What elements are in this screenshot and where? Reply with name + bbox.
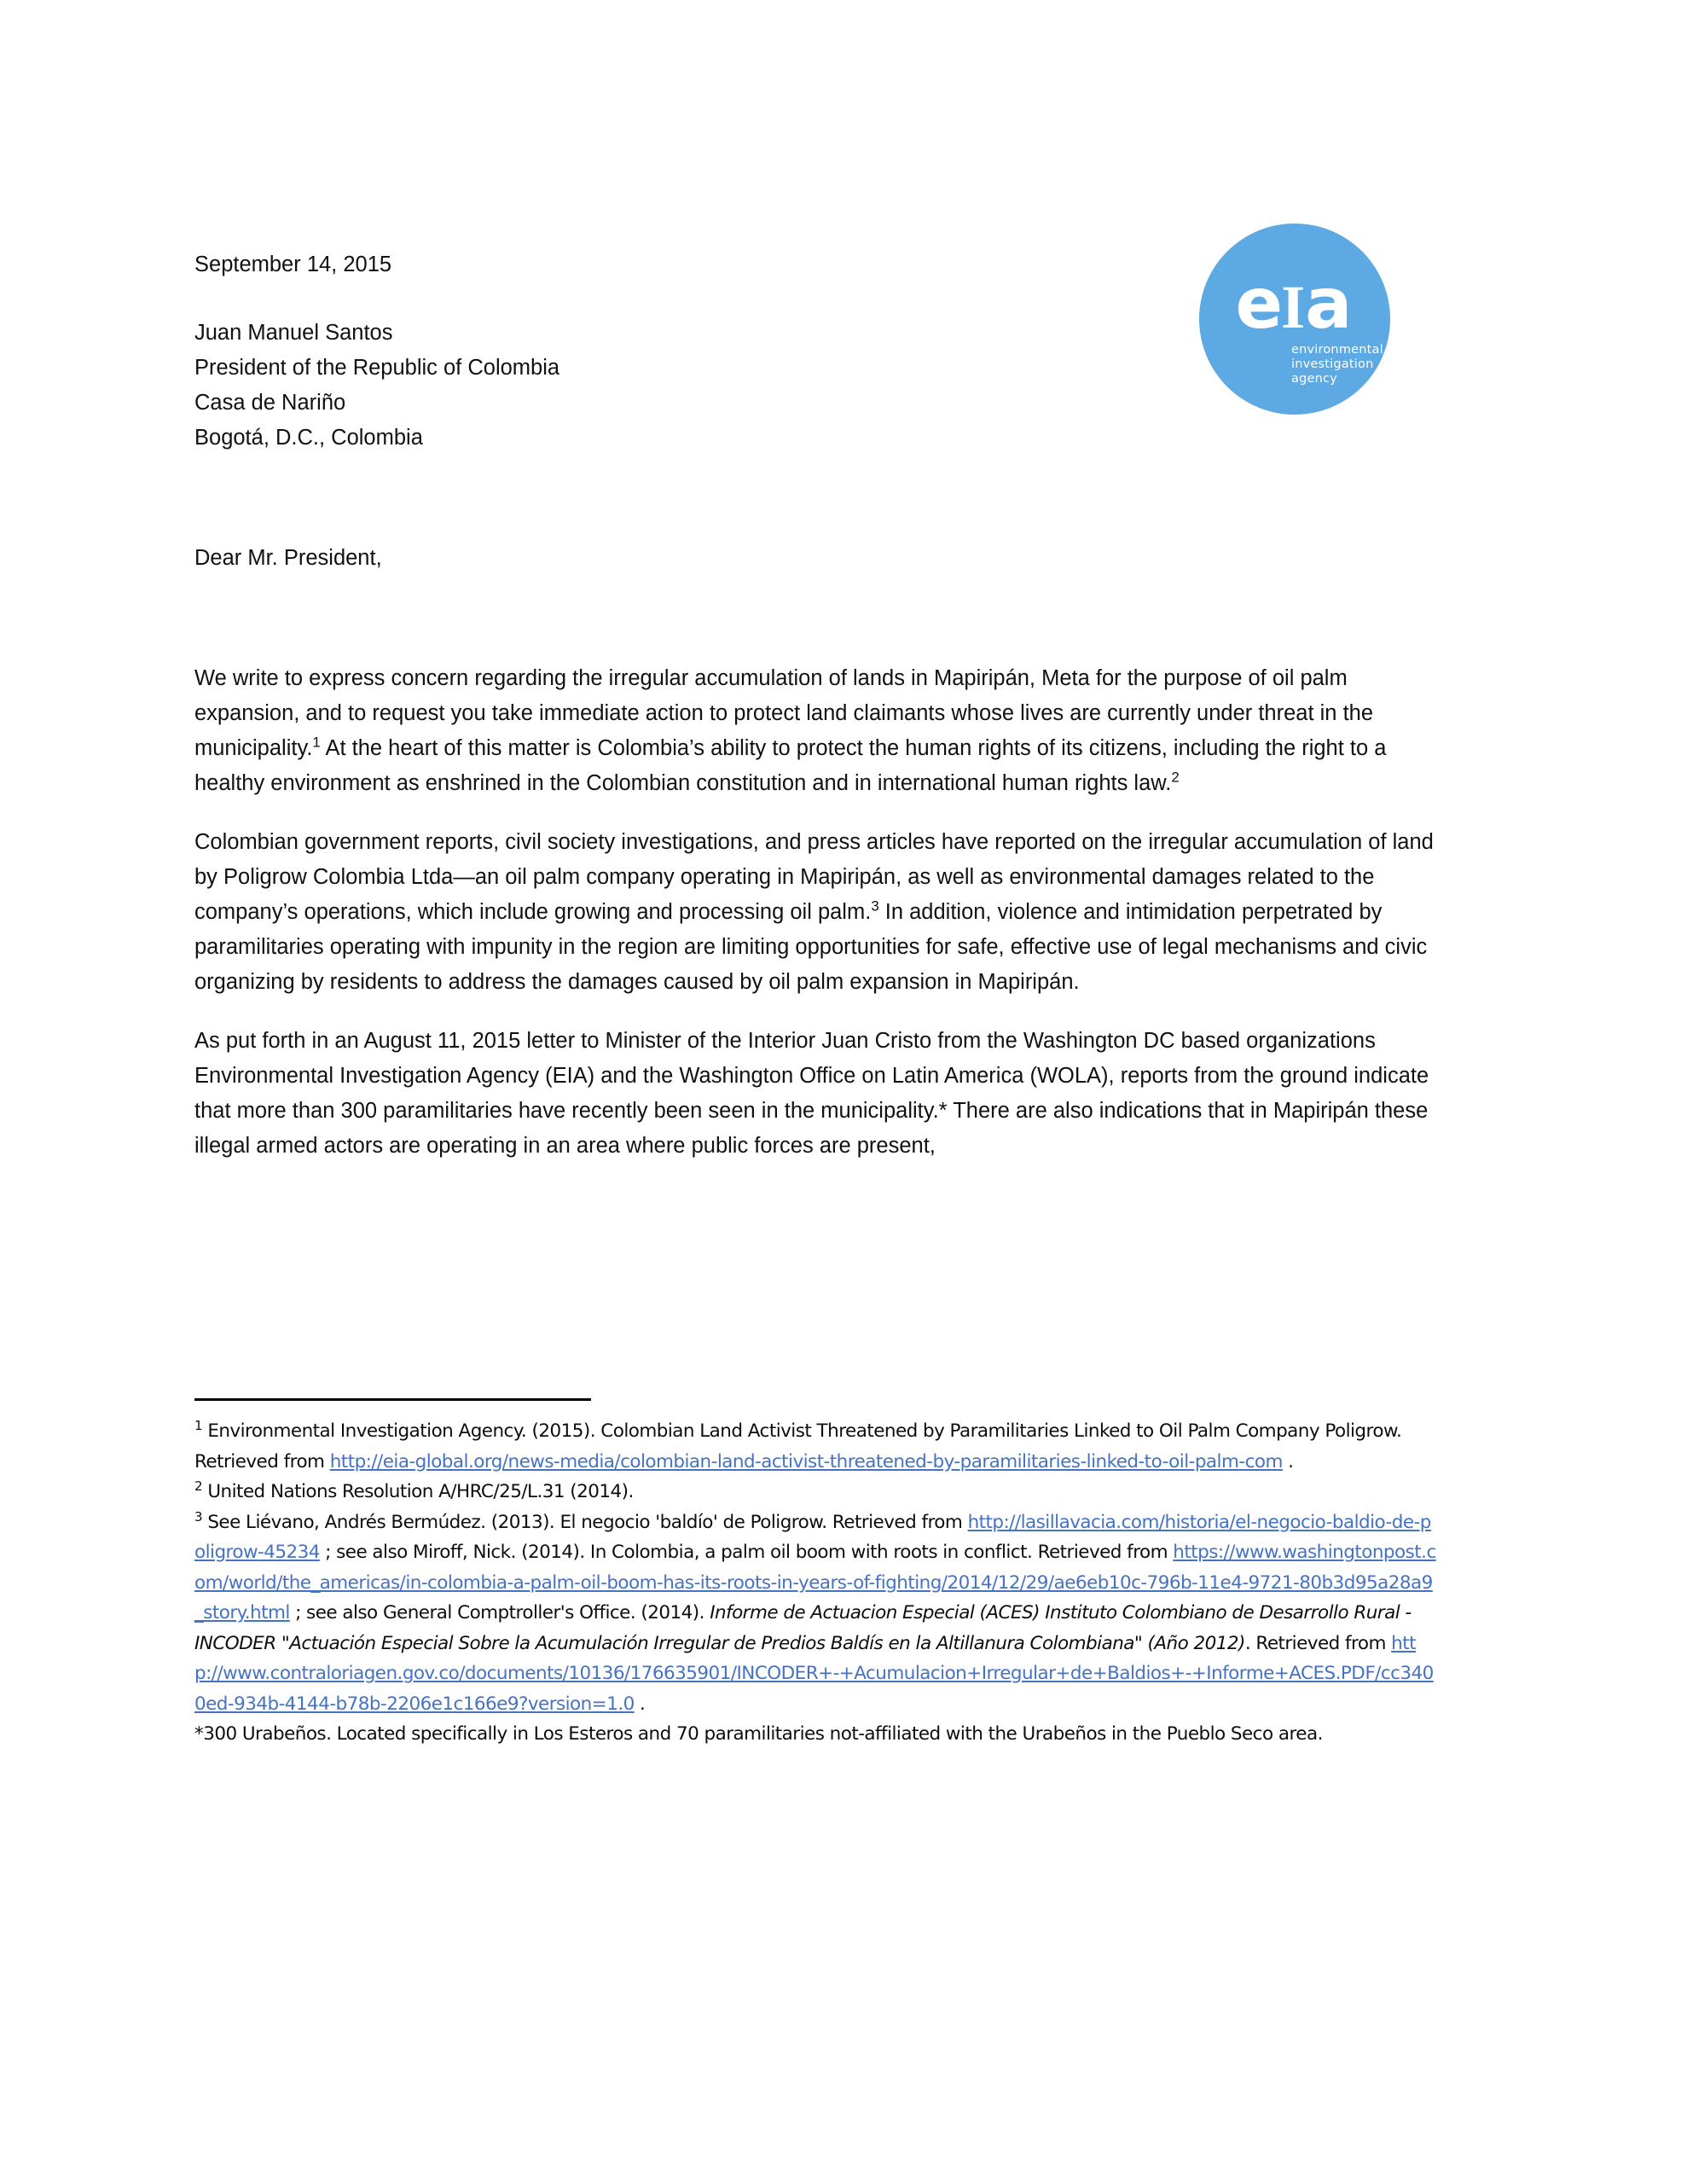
footnote-1-link[interactable]: http://eia-global.org/news-media/colombian-land-activist-threatened-by-paramilitaries-linked-to-oil-palm-com bbox=[329, 1450, 1283, 1472]
recipient-address-block bbox=[194, 316, 559, 456]
paragraph-1 bbox=[194, 661, 1435, 801]
footnote-2-marker: 2 bbox=[194, 1478, 203, 1494]
paragraph-1-text-part-1: We write to express concern regarding the irregular accumulation of lands in Mapiripán, Meta for the purpose of oil palm expansion, and to request you take immediate action to protect land claimants whose lives are currently under threat in the municipality. bbox=[194, 666, 1374, 760]
salutation: Dear Mr. President, bbox=[194, 546, 382, 570]
logo-wordmark-e: e bbox=[1235, 264, 1282, 345]
footnote-1-text: Environmental Investigation Agency. (2015). Colombian Land Activist Threatened by Paramilitaries Linked to Oil Palm Company Poligrow. Retrieved from bbox=[194, 1420, 1402, 1472]
footnote-3-link-lasillavacia[interactable]: http://lasillavacia.com/historia/el-negocio-baldio-de-poligrow-45234 bbox=[194, 1511, 1431, 1563]
footnote-marker-1[interactable]: 1 bbox=[312, 734, 321, 751]
recipient-name: Juan Manuel Santos bbox=[194, 321, 393, 345]
logo-wordmark-a: a bbox=[1305, 264, 1351, 345]
footnote-marker-3[interactable]: 3 bbox=[871, 897, 879, 915]
footnote-3-report-title: Informe de Actuacion Especial (ACES) Instituto Colombiano de Desarrollo Rural - INCODER "Actuación Especial Sobre la Acumulación Irregular de Predios Baldís en la Altillanura Colombiana" (Año 2012) bbox=[194, 1602, 1412, 1654]
logo-tagline-line-2: investigation bbox=[1291, 357, 1374, 371]
footnote-3-text-segment-3: ; see also General Comptroller's Office. (2014). bbox=[289, 1602, 710, 1623]
logo-wordmark bbox=[1199, 264, 1387, 345]
letter-date: September 14, 2015 bbox=[194, 253, 392, 276]
logo-tagline-line-3: agency bbox=[1291, 372, 1337, 386]
footnote-2-text: United Nations Resolution A/HRC/25/L.31 (2014). bbox=[202, 1481, 634, 1502]
letter-body bbox=[194, 661, 1435, 1188]
footnote-2 bbox=[194, 1477, 1438, 1507]
footnote-3-marker: 3 bbox=[194, 1508, 203, 1525]
recipient-address-line-1: Casa de Nariño bbox=[194, 391, 346, 415]
footnote-1-marker: 1 bbox=[194, 1417, 203, 1433]
recipient-title: President of the Republic of Colombia bbox=[194, 356, 560, 380]
paragraph-2 bbox=[194, 825, 1435, 1000]
footnote-3 bbox=[194, 1507, 1438, 1720]
footnotes-section bbox=[194, 1416, 1438, 1750]
paragraph-3: As put forth in an August 11, 2015 letter to Minister of the Interior Juan Cristo from the Washington DC based organizations Environmental Investigation Agency (EIA) and the Washington Office on Latin America (WOLA), reports from the ground indicate that more than 300 paramilitaries have recently been seen in the municipality.* There are also indications that in Mapiripán these illegal armed actors are operating in an area where public forces are present, bbox=[194, 1029, 1429, 1158]
paragraph-2-text-part-1: Colombian government reports, civil society investigations, and press articles have reported on the irregular accumulation of land by Poligrow Colombia Ltda—an oil palm company operating in Mapiripán, as well as environmental damages related to the company’s operations, which include growing and processing oil palm. bbox=[194, 830, 1434, 924]
footnote-1 bbox=[194, 1416, 1438, 1477]
logo-tagline-line-1: environmental bbox=[1291, 343, 1383, 357]
footnote-separator bbox=[194, 1398, 591, 1401]
footnote-3-text-segment-1: See Liévano, Andrés Bermúdez. (2013). El negocio 'baldío' de Poligrow. Retrieved from bbox=[202, 1511, 968, 1533]
footnote-3-text-segment-5: . bbox=[634, 1693, 646, 1715]
eia-logo bbox=[1199, 224, 1390, 415]
footnote-3-link-washingtonpost[interactable]: https://www.washingtonpost.com/world/the_americas/in-colombia-a-palm-oil-boom-has-its-roots-in-years-of-fighting/2014/12/29/ae6eb10c-796b-11e4-9721-80b3d95a28a9_story.html bbox=[194, 1542, 1436, 1623]
footnote-1-text-after: . bbox=[1282, 1450, 1294, 1472]
recipient-address-line-2: Bogotá, D.C., Colombia bbox=[194, 426, 423, 450]
footnote-asterisk: *300 Urabeños. Located specifically in Los Esteros and 70 paramilitaries not-affiliated with the Urabeños in the Pueblo Seco area. bbox=[194, 1723, 1323, 1745]
footnote-3-link-contraloriagen[interactable]: http://www.contraloriagen.gov.co/documents/10136/176635901/INCODER+-+Acumulacion+Irregular+de+Baldios+-+Informe+ACES.PDF/cc3400ed-934b-4144-b78b-2206e1c166e9?version=1.0 bbox=[194, 1632, 1434, 1715]
logo-wordmark-i: I bbox=[1281, 273, 1306, 341]
footnote-marker-2[interactable]: 2 bbox=[1171, 769, 1180, 786]
paragraph-1-text-part-2: At the heart of this matter is Colombia’s ability to protect the human rights of its citizens, including the right to a healthy environment as enshrined in the Colombian constitution and in international human rights law. bbox=[194, 736, 1387, 795]
footnote-3-text-segment-4: . Retrieved from bbox=[1244, 1632, 1392, 1654]
footnote-3-text-segment-2: ; see also Miroff, Nick. (2014). In Colombia, a palm oil boom with roots in conflict. Retrieved from bbox=[319, 1542, 1174, 1563]
logo-tagline bbox=[1291, 343, 1387, 386]
paragraph-2-text-part-2: In addition, violence and intimidation perpetrated by paramilitaries operating with impunity in the region are limiting opportunities for safe, effective use of legal mechanisms and civic organizing by residents to address the damages caused by oil palm expansion in Mapiripán. bbox=[194, 900, 1428, 994]
